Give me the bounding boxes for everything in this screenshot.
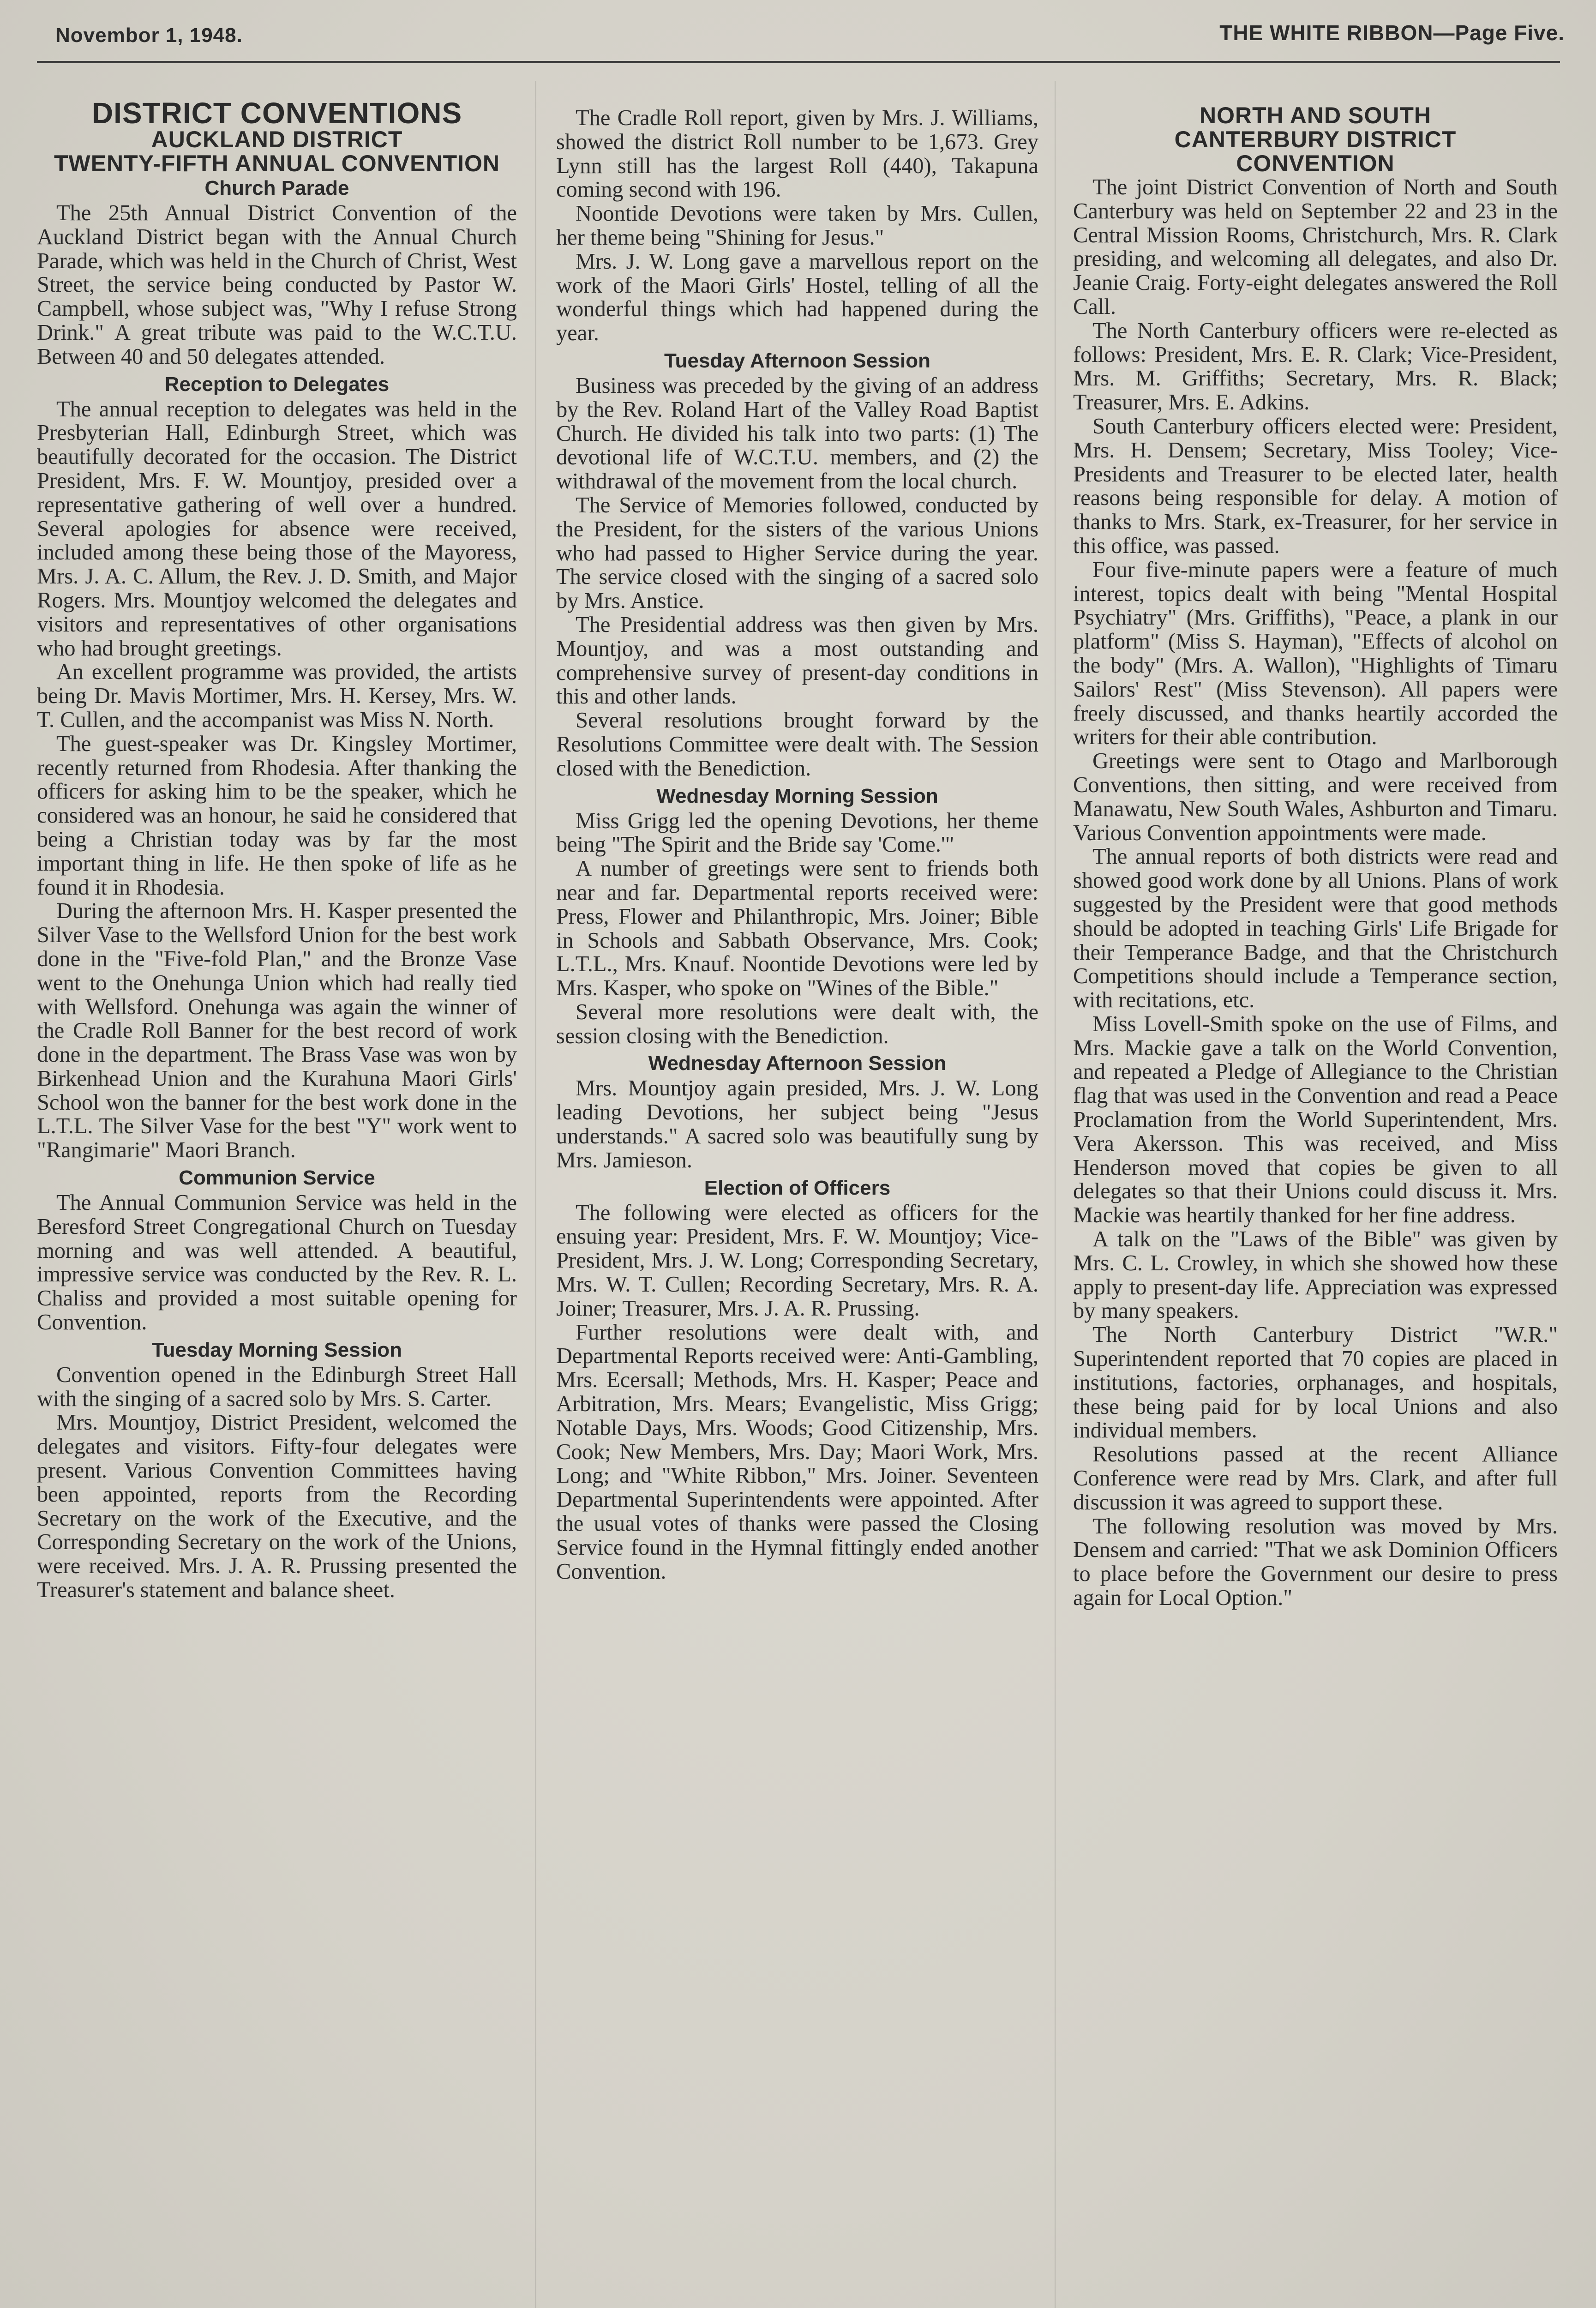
paragraph: The Annual Communion Service was held in the Beresford Street Congregational Church on Tuesday morning and was well attended. A beautiful, impressive service was conducted by the Rev. R. L. Chaliss and provided a most suitable opening for Convention.	[37, 1190, 517, 1335]
paragraph: Several resolutions brought forward by the Resolutions Committee were dealt with. The Session closed with the Benediction.	[556, 708, 1038, 781]
section-heading: Tuesday Morning Session	[152, 1338, 402, 1361]
paragraph: The Presidential address was then given by Mrs. Mountjoy, and was a most outstanding and comprehensive survey of present-day conditions in this and other lands.	[556, 612, 1038, 709]
article-title: DISTRICT CONVENTIONS	[91, 96, 462, 130]
issue-date: Novembor 1, 1948.	[55, 24, 243, 47]
paragraph: Further resolutions were dealt with, and Departmental Reports received were: Anti-Gambling, Mrs. Ecersall; Methods, Mrs. H. Kasper; Peace and Arbitration, Mrs. Mears; Evangelistic, Miss Grigg; Notable Days, Mrs. Woods; Good Citizenship, Mrs. Cook; New Members, Mrs. Day; Maori Work, Mrs. Long; and "White Ribbon," Mrs. Joiner. Seventeen Departmental Superintendents were appointed. After the usual votes of thanks were passed the Closing Service found in the Hymnal fittingly ended another Convention.	[556, 1320, 1038, 1584]
paragraph: The 25th Annual District Convention of the Auckland District began with the Annual Church Parade, which was held in the Church of Christ, West Street, the service being conducted by Pastor W. Campbell, whose subject was, "Why I refuse Strong Drink." A great tribute was paid to the W.C.T.U. Between 40 and 50 delegates attended.	[37, 201, 517, 369]
paragraph: The following were elected as officers for the ensuing year: President, Mrs. F. W. Mountjoy; Vice-President, Mrs. J. W. Long; Corresponding Secretary, Mrs. W. T. Cullen; Recording Secretary, Mrs. R. A. Joiner; Treasurer, Mrs. J. A. R. Prussing.	[556, 1200, 1038, 1321]
paragraph: The annual reports of both districts were read and showed good work done by all Unions. Plans of work suggested by the President were that good methods should be adopted in teaching Girls' Life Brigade for their Temperance Badge, and that the Christchurch Competitions should include a Temperance section, with recitations, etc.	[1073, 844, 1558, 1013]
article-subtitle: TWENTY-FIFTH ANNUAL CONVENTION	[54, 150, 500, 176]
section-heading: Church Parade	[204, 177, 349, 199]
paragraph: The North Canterbury District "W.R." Superintendent reported that 70 copies are placed in institutions, factories, orphanages, and hospitals, these being paid for by local Unions and also individual members.	[1073, 1322, 1558, 1443]
paragraph: The Cradle Roll report, given by Mrs. J. Williams, showed the district Roll number to be 1,673. Grey Lynn still has the largest Roll (440), Takapuna coming second with 196.	[556, 106, 1038, 202]
paragraph: Mrs. Mountjoy again presided, Mrs. J. W. Long leading Devotions, her subject being "Jesus understands." A sacred solo was beautifully sung by Mrs. Jamieson.	[556, 1076, 1038, 1172]
column-gutter	[1055, 81, 1056, 2308]
paragraph: The following resolution was moved by Mrs. Densem and carried: "That we ask Dominion Officers to place before the Government our desire to press again for Local Option."	[1073, 1514, 1558, 1611]
article-title: CANTERBURY DISTRICT	[1174, 126, 1457, 152]
paragraph: The joint District Convention of North and South Canterbury was held on September 22 and 23 in the Central Mission Rooms, Christchurch, Mrs. R. Clark presiding, and welcoming all delegates, and also Dr. Jeanie Craig. Forty-eight delegates answered the Roll Call.	[1073, 175, 1558, 319]
paragraph: Noontide Devotions were taken by Mrs. Cullen, her theme being "Shining for Jesus."	[556, 201, 1038, 250]
section-heading: Wednesday Morning Session	[656, 784, 938, 807]
paragraph: Miss Lovell-Smith spoke on the use of Films, and Mrs. Mackie gave a talk on the World Convention, and repeated a Pledge of Allegiance to the Christian flag that was used in the Convention and read a Peace Proclamation from the World Superintendent, Mrs. Vera Akersson. This was received, and Miss Henderson moved that copies be given to all delegates so that their Unions could discuss it. Mrs. Mackie was heartily thanked for her fine address.	[1073, 1011, 1558, 1228]
section-heading: Election of Officers	[704, 1176, 891, 1199]
column-1	[37, 78, 517, 2308]
paragraph: During the afternoon Mrs. H. Kasper presented the Silver Vase to the Wellsford Union for the best work done in the "Five-fold Plan," and the Bronze Vase went to the Onehunga Union which had really tied with Wellsford. Onehunga was again the winner of the Cradle Roll Banner for the best record of work done in the department. The Brass Vase was won by Birkenhead Union and the Kurahuna Maori Girls' School won the banner for the best work done in the L.T.L. The Silver Vase for the best "Y" work went to "Rangimarie" Maori Branch.	[37, 899, 517, 1163]
paragraph: The guest-speaker was Dr. Kingsley Mortimer, recently returned from Rhodesia. After thanking the officers for asking him to be the speaker, which he considered was an honour, he said he considered that being a Christian today was by far the most important thing in life. He then spoke of life as he found it in Rhodesia.	[37, 731, 517, 900]
section-heading: Reception to Delegates	[164, 373, 390, 396]
paragraph: A number of greetings were sent to friends both near and far. Departmental reports received were: Press, Flower and Philanthropic, Mrs. Joiner; Bible in Schools and Sabbath Observance, Mrs. Cook; L.T.L., Mrs. Knauf. Noontide Devotions were led by Mrs. Kasper, who spoke on "Wines of the Bible."	[556, 856, 1038, 1001]
paragraph: The North Canterbury officers were re-elected as follows: President, Mrs. E. R. Clark; Vice-President, Mrs. M. Griffiths; Secretary, Mrs. R. Black; Treasurer, Mrs. E. Adkins.	[1073, 318, 1558, 415]
column-gutter	[535, 81, 536, 2308]
article-title: CONVENTION	[1236, 150, 1395, 176]
paragraph: The annual reception to delegates was held in the Presbyterian Hall, Edinburgh Street, which was beautifully decorated for the occasion. The District President, Mrs. F. W. Mountjoy, presided over a representative gathering of well over a hundred. Several apologies for absence were received, included among these being those of the Mayoress, Mrs. J. A. C. Allum, the Rev. J. D. Smith, and Major Rogers. Mrs. Mountjoy welcomed the delegates and visitors and representatives of other organisations who had brought greetings.	[37, 397, 517, 661]
section-heading: Communion Service	[179, 1166, 375, 1190]
column-2	[556, 78, 1038, 2308]
article-subtitle: AUCKLAND DISTRICT	[151, 126, 403, 152]
paragraph: Several more resolutions were dealt with, the session closing with the Benediction.	[556, 999, 1038, 1048]
paragraph: Greetings were sent to Otago and Marlborough Conventions, then sitting, and were received from Manawatu, New South Wales, Ashburton and Timaru. Various Convention appointments were made.	[1073, 749, 1558, 845]
paragraph: Mrs. Mountjoy, District President, welcomed the delegates and visitors. Fifty-four delegates were present. Various Convention Committees having been appointed, reports from the Recording Secretary on the work of the Executive, and the Corresponding Secretary on the work of the Unions, were received. Mrs. J. A. R. Prussing presented the Treasurer's statement and balance sheet.	[37, 1410, 517, 1603]
paragraph: Convention opened in the Edinburgh Street Hall with the singing of a sacred solo by Mrs. S. Carter.	[37, 1362, 517, 1411]
column-3	[1073, 78, 1558, 2308]
paragraph: The Service of Memories followed, conducted by the President, for the sisters of the various Unions who had passed to Higher Service during the year. The service closed with the singing of a sacred solo by Mrs. Anstice.	[556, 493, 1038, 613]
paragraph: A talk on the "Laws of the Bible" was given by Mrs. C. L. Crowley, in which she showed how these apply to present-day life. Appreciation was expressed by many speakers.	[1073, 1227, 1558, 1323]
header-rule	[37, 61, 1560, 63]
paragraph: Miss Grigg led the opening Devotions, her theme being "The Spirit and the Bride say 'Come.'"	[556, 808, 1038, 857]
paragraph: Resolutions passed at the recent Alliance Conference were read by Mrs. Clark, and after full discussion it was agreed to support these.	[1073, 1442, 1558, 1515]
section-heading: Wednesday Afternoon Session	[648, 1052, 947, 1075]
article-title: NORTH AND SOUTH	[1199, 102, 1431, 128]
section-heading: Tuesday Afternoon Session	[664, 349, 930, 372]
paragraph: South Canterbury officers elected were: President, Mrs. H. Densem; Secretary, Miss Tooley; Vice-Presidents and Treasurer to be elected later, health reasons being responsible for delay. A motion of thanks to Mrs. Stark, ex-Treasurer, for her service in this office, was passed.	[1073, 414, 1558, 558]
paragraph: Mrs. J. W. Long gave a marvellous report on the work of the Maori Girls' Hostel, telling of all the wonderful things which had happened during the year.	[556, 249, 1038, 346]
paragraph: An excellent programme was provided, the artists being Dr. Mavis Mortimer, Mrs. H. Kersey, Mrs. W. T. Cullen, and the accompanist was Miss N. North.	[37, 660, 517, 732]
page-header	[55, 10, 1565, 61]
paragraph: Business was preceded by the giving of an address by the Rev. Roland Hart of the Valley Road Baptist Church. He divided his talk into two parts: (1) The devotional life of W.C.T.U. members, and (2) the withdrawal of the movement from the local church.	[556, 373, 1038, 494]
publication-page-label: THE WHITE RIBBON—Page Five.	[1219, 21, 1565, 45]
paragraph: Four five-minute papers were a feature of much interest, topics dealt with being "Mental Hospital Psychiatry" (Mrs. Griffiths), "Peace, a plank in our platform" (Miss S. Hayman), "Effects of alcohol on the body" (Mrs. A. Wallon), "Highlights of Timaru Sailors' Rest" (Miss Stevenson). All papers were freely discussed, and thanks heartily accorded the writers for their able contribution.	[1073, 557, 1558, 750]
